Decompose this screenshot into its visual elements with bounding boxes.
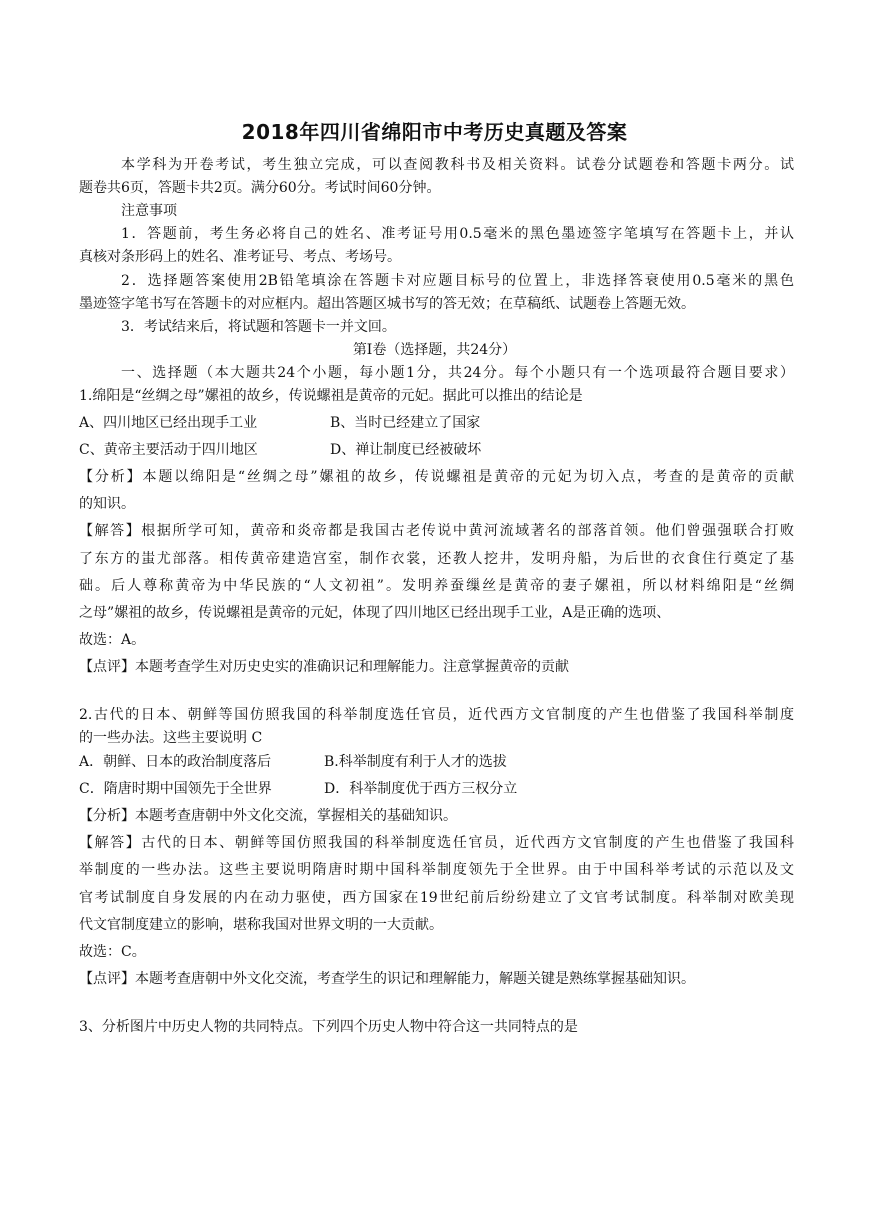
q2-comment: 【点评】本题考查唐朝中外文化交流，考查学生的识记和理解能力，解题关键是熟练掌握基础知识。 [79, 971, 695, 987]
q1-option-a: A、四川地区已经出现手工业 [79, 415, 258, 431]
q1-choice: 故选：A。 [79, 632, 146, 648]
notice-1-line-2: 真核对条形码上的姓名、准考证号、考点、考场号。 [79, 249, 401, 265]
notice-heading: 注意事项 [121, 203, 177, 219]
document-title: 2018年四川省绵阳市中考历史真题及答案 [241, 120, 628, 144]
notice-3: 3．考试结来后，将试题和答题卡一并文回。 [121, 319, 396, 335]
q2-answer-line-2: 举制度的一些办法。这些主要说明隋唐时期中国科举制度领先于全世界。由于中国科举考试的示范以及文 [79, 862, 794, 878]
q1-answer-line-1: 【解答】根据所学可知，黄帝和炎帝都是我国古老传说中黄河流域著名的部落首领。他们曾强强联合打败 [79, 523, 794, 539]
q2-stem-line-1: 2.古代的日本、朝鲜等国仿照我国的科举制度选任官员，近代西方文官制度的产生也借鉴了我国科举制度 [79, 707, 794, 723]
notice-2-line-1: 2．选择题答案使用2B铅笔填涂在答题卡对应题目标号的位置上，非选择答衰使用0.5毫米的黑色 [121, 273, 794, 289]
q1-comment: 【点评】本题考查学生对历史史实的准确识记和理解能力。注意掌握黄帝的贡献 [79, 659, 569, 675]
q1-answer-line-4: 之母”嫘祖的故乡，传说螺祖是黄帝的元妃，体现了四川地区已经出现手工业，A是正确的选项、 [79, 605, 671, 621]
q2-answer-line-3: 官考试制度自身发展的内在动力驱使，西方国家在19世纪前后纷纷建立了文官考试制度。科举制对欧美现 [79, 890, 794, 906]
q2-stem-line-2: 的一些办法。这些主要说明 C [79, 730, 263, 746]
q2-option-b: B.科举制度有利于人才的选拔 [324, 754, 507, 770]
notice-1-line-1: 1．答题前，考生务必将自己的姓名、准考证号用0.5毫米的黑色墨迹签字笔填写在答题卡上，并认 [121, 226, 794, 242]
q2-answer-line-4: 代文官制度建立的影响，堪称我国对世界文明的一大贡献。 [79, 917, 443, 933]
q2-option-d: D．科举制度优于西方三权分立 [324, 781, 518, 797]
q1-option-d: D、禅让制度已经被破坏 [330, 442, 482, 458]
q1-option-b: B、当时已经建立了国家 [330, 415, 481, 431]
q1-option-c: C、黄帝主要活动于四川地区 [79, 442, 258, 458]
q1-stem: 1.绵阳是“丝绸之母”嫘祖的故乡，传说螺祖是黄帝的元妃。据此可以推出的结论是 [79, 388, 583, 404]
q1-analysis-line-2: 的知识。 [79, 496, 135, 512]
section-title: 第Ⅰ卷（选择题，共24分） [352, 342, 517, 358]
q2-option-c: C．隋唐时期中国领先于全世界 [79, 781, 272, 797]
q3-stem: 3、分析图片中历史人物的共同特点。下列四个历史人物中符合这一共同特点的是 [79, 1019, 578, 1035]
q2-analysis: 【分析】本题考查唐朝中外文化交流，掌握相关的基础知识。 [79, 808, 457, 824]
part1-heading: 一、选择题（本大题共24个小题，每小题1分，共24分。每个小题只有一个选项最符合题目要求） [121, 365, 794, 381]
intro-line-2: 题卷共6页，答题卡共2页。满分60分。考试时间60分钟。 [79, 180, 441, 196]
q2-answer-line-1: 【解答】古代的日本、朝鲜等国仿照我国的科举制度选任官员，近代西方文官制度的产生也借鉴了我国科 [79, 835, 794, 851]
q1-analysis-line-1: 【分析】本题以绵阳是“丝绸之母”嫘祖的故乡，传说螺祖是黄帝的元妃为切入点，考查的是黄帝的贡献 [79, 469, 794, 485]
q2-choice: 故选：C。 [79, 944, 146, 960]
q2-option-a: A．朝鲜、日本的政治制度落后 [79, 754, 272, 770]
notice-2-line-2: 墨迹签字笔书写在答题卡的对应框内。超出答题区城书写的答无效；在草稿纸、试题卷上答题无效。 [79, 296, 695, 312]
q1-answer-line-3: 础。后人尊称黄帝为中华民族的“人文初祖”。发明养蚕缫丝是黄帝的妻子嫘祖，所以材料绵阳是“丝绸 [79, 578, 794, 594]
intro-line-1: 本学科为开卷考试，考生独立完成，可以查阅教科书及相关资料。试卷分试题卷和答题卡两分。试 [121, 157, 794, 173]
q1-answer-line-2: 了东方的蚩尤部落。相传黄帝建造宫室，制作衣裳，还教人挖井，发明舟船，为后世的衣食住行奠定了基 [79, 551, 794, 567]
